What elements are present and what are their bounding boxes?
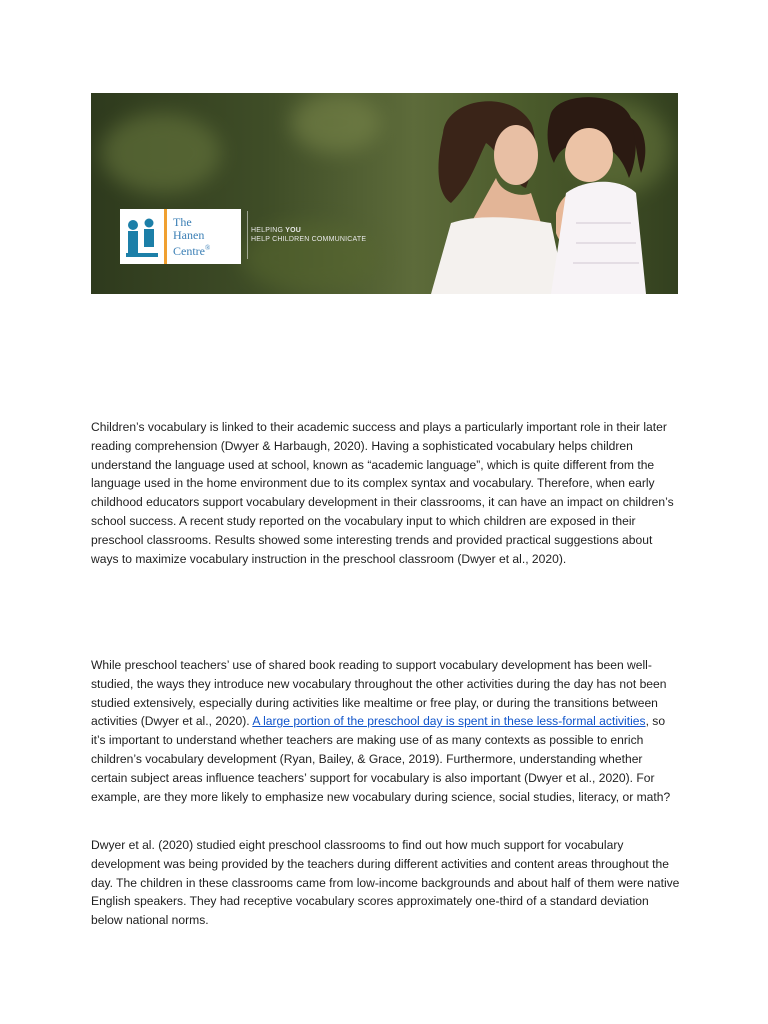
logo-line-2: Hanen [173, 227, 205, 242]
paragraph-study: Dwyer et al. (2020) studied eight preschool classrooms to find out how much support for vocabulary development was being provided by the teachers during different activities and content areas throughout the day. The children in these classrooms came from low-income backgrounds and about half of them were native English speakers. They had receptive vocabulary scores approximately one-third of a standard deviation below national norms. [91, 838, 680, 928]
paragraph-context-text-1: While preschool teachers’ use of shared book reading to support vocabulary development has been well-studied, the ways they introduce new vocabulary throughout the other activities during the day has not been studied extensively, especially during activities like mealtime or free play, or during the transitions between activities (Dwyer et al., 2020). [91, 658, 667, 729]
tagline-line-2: HELP CHILDREN COMMUNICATE [251, 236, 367, 243]
tagline-pre: HELPING [251, 227, 286, 234]
tagline-separator [247, 211, 248, 259]
hanen-banner-image [91, 93, 678, 294]
logo-line-3 [173, 242, 210, 258]
logo-line-3-text: Centre [173, 243, 205, 258]
tagline-line-1 [251, 226, 366, 235]
hanen-logo-icon [120, 209, 164, 264]
paragraph-context [91, 656, 681, 806]
preschool-day-link[interactable]: A large portion of the preschool day is spent in these less-formal activities [252, 714, 646, 729]
tagline-strong: YOU [285, 227, 302, 234]
banner-tagline [251, 226, 366, 244]
hanen-logo [120, 209, 241, 264]
mother-and-child-photo [391, 93, 678, 294]
paragraph-intro: Children’s vocabulary is linked to their academic success and plays a particularly important role in their later reading comprehension (Dwyer & Harbaugh, 2020). Having a sophisticated vocabulary helps children understand the language used at school, known as “academic language”, which is quite different from the language used in the home environment due to its complex syntax and vocabulary. Therefore, when early childhood educators support vocabulary development in their classrooms, it can have an impact on children’s school success. A recent study reported on the vocabulary input to which children are exposed in their preschool classrooms. Results showed some interesting trends and provided practical suggestions about ways to maximize vocabulary instruction in the preschool classroom (Dwyer et al., 2020). [91, 420, 674, 566]
logo-line-1: The [173, 214, 192, 229]
logo-registered-mark: ® [205, 243, 211, 252]
logo-wordmark [167, 216, 210, 258]
paragraph-context-text-2: , so it’s important to understand whether teachers are making use of as many contexts as possible to enrich children’s vocabulary development (Ryan, Bailey, & Grace, 2019). Furthermore, understanding whether certain subject areas influence teachers’ support for vocabulary is also important (Dwyer et al., 2020). For example, are they more likely to emphasize new vocabulary during science, social studies, literacy, or math? [91, 714, 671, 804]
